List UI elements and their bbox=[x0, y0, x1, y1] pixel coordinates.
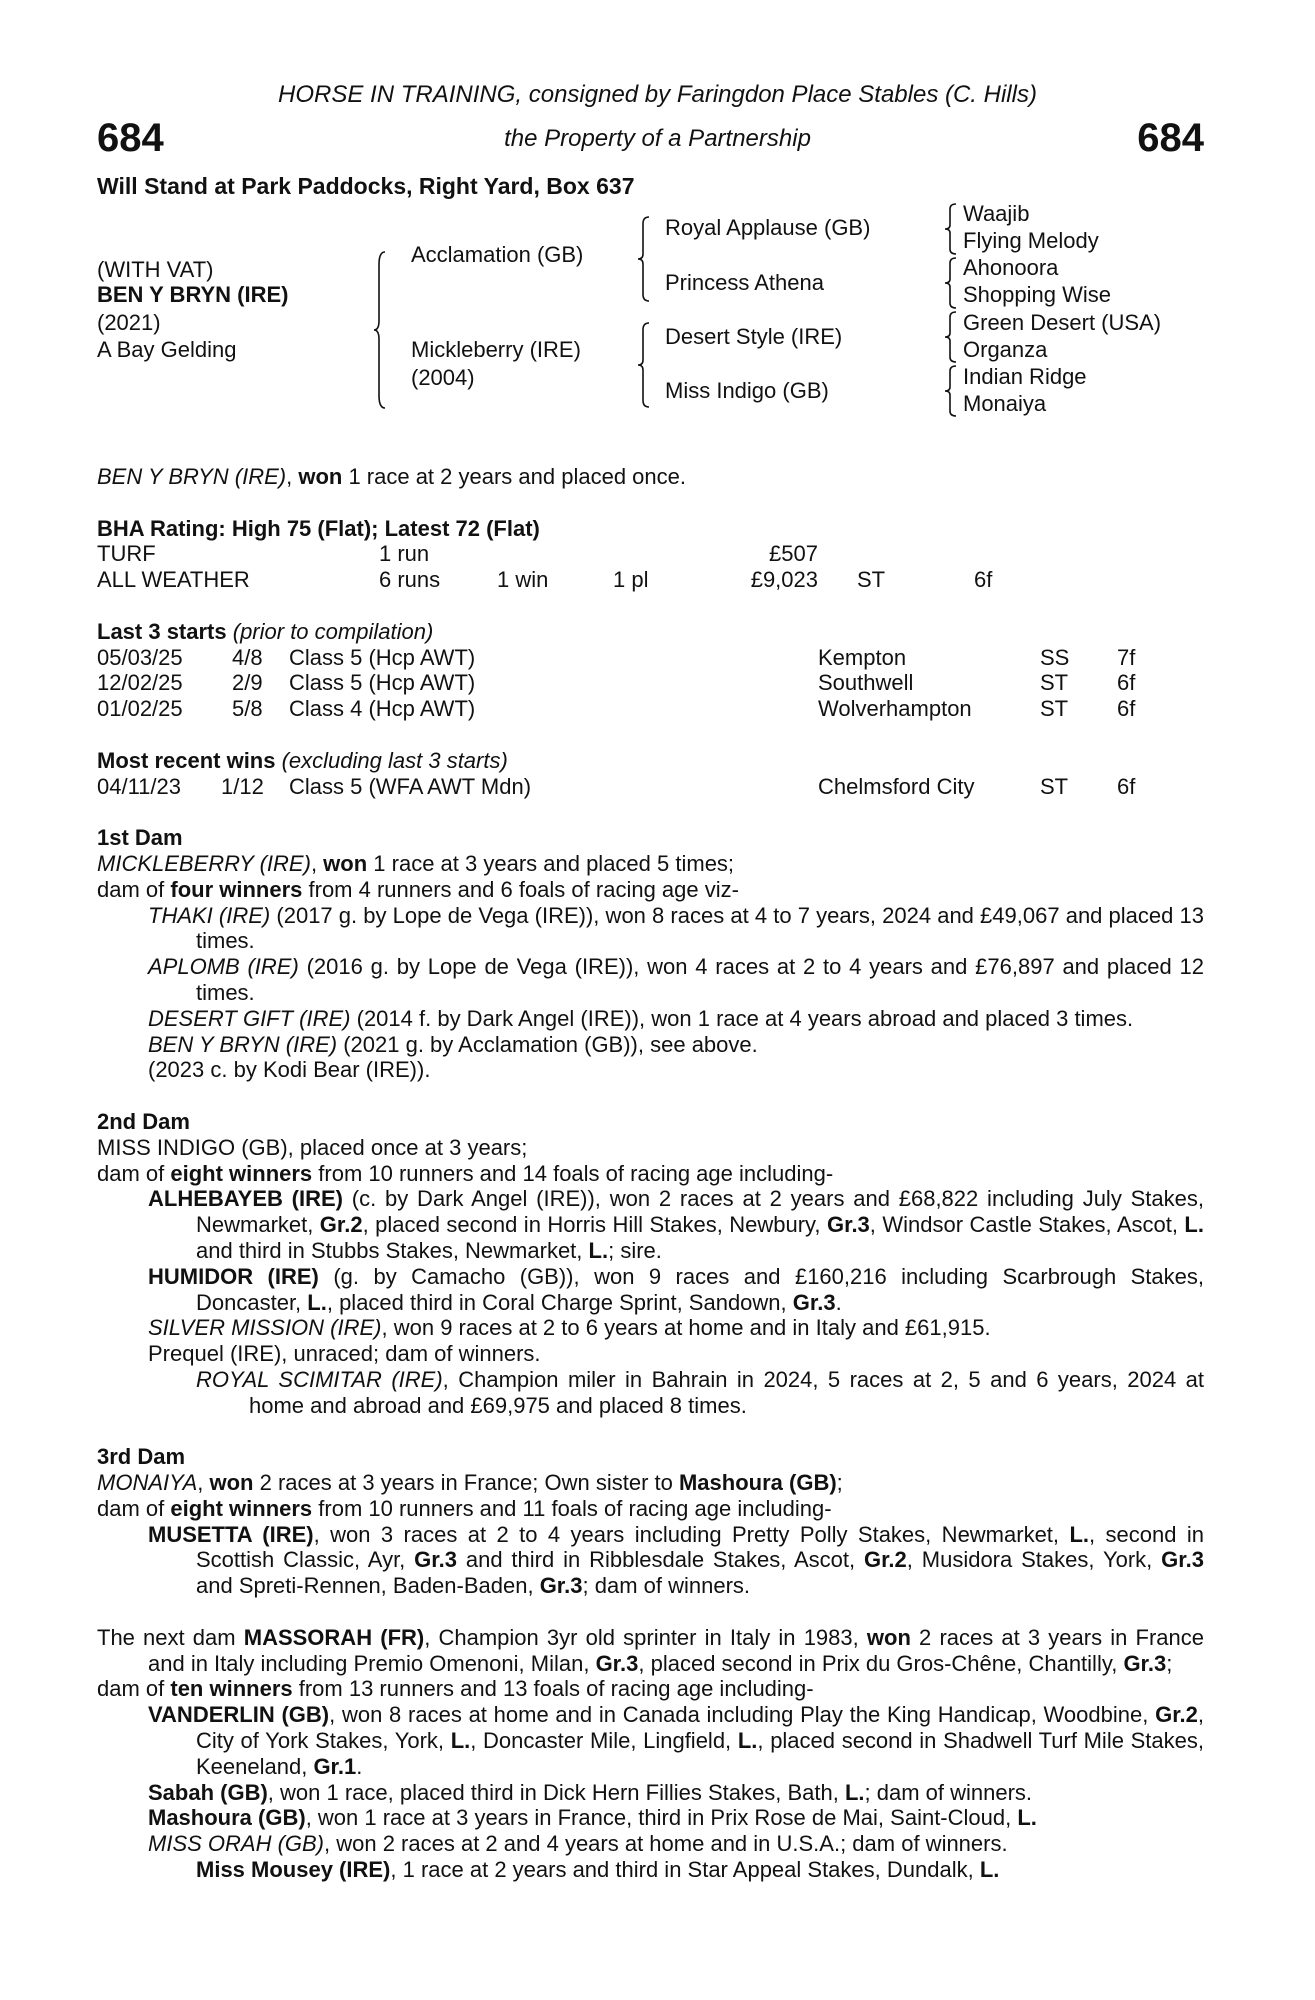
rating-prize: £9,023 bbox=[750, 567, 818, 593]
text: and third in Ribblesdale Stakes, Ascot, bbox=[456, 1547, 864, 1573]
dam-entry bbox=[97, 877, 1204, 903]
italic-text: BEN Y BRYN (IRE) bbox=[97, 464, 287, 489]
brace-icon bbox=[945, 258, 957, 308]
race-row bbox=[97, 645, 1204, 671]
race-course: Wolverhampton bbox=[818, 696, 972, 722]
text: from 4 runners and 6 foals of racing age viz- bbox=[302, 876, 739, 902]
race-date: 12/02/25 bbox=[97, 670, 183, 696]
granddam-maternal: Miss Indigo (GB) bbox=[665, 378, 829, 403]
bha-rating: BHA Rating: High 75 (Flat); Latest 72 (Flat) bbox=[97, 515, 540, 541]
text: . bbox=[356, 1753, 363, 1779]
text: , placed second in Shadwell Turf Mile Stakes, Keeneland, bbox=[196, 1728, 1204, 1779]
bold-text: won bbox=[323, 850, 368, 876]
bold-text: L. bbox=[979, 1857, 1000, 1883]
text: ; bbox=[836, 1470, 843, 1496]
horse-description: A Bay Gelding bbox=[97, 337, 237, 362]
race-going: ST bbox=[1040, 773, 1069, 799]
text: (g. by Camacho (GB)), won 9 races and £160,216 including Scarbrough Stakes, Doncaster, bbox=[196, 1263, 1205, 1315]
bold-text: Gr.3 bbox=[826, 1212, 870, 1238]
bold-text: L. bbox=[737, 1728, 758, 1754]
dam-heading: 1st Dam bbox=[97, 825, 183, 851]
bold-text: Miss Mousey (IRE) bbox=[196, 1857, 391, 1883]
rating-row bbox=[97, 567, 1204, 593]
great-grandparent: Waajib bbox=[963, 201, 1030, 226]
rating-placed: 1 pl bbox=[613, 567, 649, 593]
catalogue-body bbox=[97, 464, 1204, 1883]
text: dam of bbox=[97, 876, 171, 902]
horse-name: BEN Y BRYN (IRE) bbox=[97, 282, 289, 307]
dam: Mickleberry (IRE) bbox=[411, 337, 581, 362]
rating-going: ST bbox=[857, 567, 886, 593]
text: , won 9 races at 2 to 6 years at home and in Italy and £61,915. bbox=[381, 1315, 991, 1341]
stand-location: Will Stand at Park Paddocks, Right Yard, Box 637 bbox=[97, 173, 635, 199]
text: (2014 f. by Dark Angel (IRE)), won 1 race at 4 years abroad and placed 3 times. bbox=[350, 1005, 1134, 1031]
dam-entry bbox=[97, 1470, 1204, 1496]
bold-text: Sabah (GB) bbox=[148, 1779, 268, 1805]
dam-entry bbox=[97, 1006, 1204, 1032]
text: and Spreti-Rennen, Baden-Baden, bbox=[196, 1573, 540, 1599]
sire: Acclamation (GB) bbox=[411, 242, 584, 267]
bold-text: Mashoura (GB) bbox=[678, 1470, 837, 1496]
last-starts-title: Last 3 starts bbox=[97, 618, 227, 644]
dam-entry bbox=[97, 903, 1204, 955]
italic-text: DESERT GIFT (IRE) bbox=[148, 1005, 351, 1031]
bold-text: L. bbox=[1184, 1212, 1204, 1238]
text: , won 3 races at 2 to 4 years including Pretty Polly Stakes, Newmarket, bbox=[313, 1521, 1070, 1547]
rating-runs: 6 runs bbox=[379, 567, 441, 593]
bold-text: ALHEBAYEB (IRE) bbox=[148, 1186, 343, 1212]
dam-entry bbox=[97, 1161, 1204, 1187]
text: , won 1 race, placed third in Dick Hern Fillies Stakes, Bath, bbox=[267, 1779, 845, 1805]
dam-section bbox=[97, 825, 1204, 1083]
text: . bbox=[835, 1289, 842, 1315]
brace-icon bbox=[638, 217, 650, 301]
bold-text: ten winners bbox=[170, 1676, 293, 1702]
dam-entry bbox=[97, 1186, 1204, 1263]
great-grandparent: Shopping Wise bbox=[963, 282, 1111, 307]
grandsire-paternal: Royal Applause (GB) bbox=[665, 215, 871, 240]
brace-icon bbox=[638, 323, 650, 407]
text: (2016 g. by Lope de Vega (IRE)), won 4 races at 2 to 4 years and £76,897 and placed 12 times. bbox=[196, 954, 1204, 1005]
great-grandparent: Flying Melody bbox=[963, 228, 1099, 253]
race-race: Class 5 (WFA AWT Mdn) bbox=[289, 773, 532, 799]
last-starts-heading bbox=[97, 619, 1204, 645]
bold-text: L. bbox=[307, 1289, 327, 1315]
text: , placed second in Horris Hill Stakes, Newbury, bbox=[362, 1212, 827, 1238]
text: , Champion miler in Bahrain in 2024, 5 races at 2, 5 and 6 years, 2024 at home and abroad and £69,975 and placed 8 times. bbox=[249, 1366, 1204, 1418]
italic-text: ROYAL SCIMITAR (IRE) bbox=[196, 1366, 443, 1392]
italic-text: BEN Y BRYN (IRE) bbox=[148, 1031, 338, 1057]
bold-text: eight winners bbox=[170, 1495, 313, 1521]
rating-row bbox=[97, 541, 1204, 567]
great-grandparent: Indian Ridge bbox=[963, 364, 1087, 389]
bold-text: L. bbox=[588, 1237, 609, 1263]
text: 2 races at 3 years in France and in Italy including Premio Omenoni, Milan, bbox=[148, 1624, 1204, 1676]
race-race: Class 5 (Hcp AWT) bbox=[289, 670, 476, 696]
dam-entry bbox=[97, 1522, 1204, 1599]
rating-surface: TURF bbox=[97, 541, 156, 567]
recent-wins-table bbox=[97, 774, 1204, 800]
bold-text: Mashoura (GB) bbox=[148, 1805, 306, 1831]
granddam-paternal: Princess Athena bbox=[665, 270, 824, 295]
catalogue-heading: HORSE IN TRAINING, consigned by Faringdon Place Stables (C. Hills) bbox=[278, 81, 1037, 108]
race-row bbox=[97, 774, 1204, 800]
bold-text: four winners bbox=[170, 876, 303, 902]
race-race: Class 4 (Hcp AWT) bbox=[289, 696, 476, 722]
rating-wins: 1 win bbox=[497, 567, 549, 593]
race-pos: 1/12 bbox=[221, 773, 264, 799]
text: , won 1 race at 3 years in France, third in Prix Rose de Mai, Saint-Cloud, bbox=[305, 1805, 1018, 1831]
italic-text: SILVER MISSION (IRE) bbox=[148, 1315, 382, 1341]
text: , won 2 races at 2 and 4 years at home and in U.S.A.; dam of winners. bbox=[324, 1831, 1008, 1857]
race-row bbox=[97, 696, 1204, 722]
race-course: Kempton bbox=[818, 644, 907, 670]
dam-entry bbox=[97, 1676, 1204, 1702]
dam-entry bbox=[97, 1264, 1204, 1316]
dam-section bbox=[97, 1625, 1204, 1883]
text: 1 race at 2 years and placed once. bbox=[342, 464, 686, 489]
bold-text: Gr.2 bbox=[319, 1212, 363, 1238]
text: 2 races at 3 years in France; Own sister to bbox=[253, 1470, 679, 1496]
text: , Windsor Castle Stakes, Ascot, bbox=[869, 1212, 1185, 1238]
text: dam of bbox=[97, 1495, 171, 1521]
recent-wins-heading bbox=[97, 748, 1204, 774]
bold-text: Gr.1 bbox=[313, 1753, 357, 1779]
dam-entry bbox=[97, 1341, 1204, 1367]
text: Prequel (IRE), unraced; dam of winners. bbox=[148, 1341, 541, 1367]
race-summary bbox=[97, 464, 1204, 490]
text: , bbox=[310, 850, 324, 876]
race-pos: 4/8 bbox=[232, 644, 263, 670]
bold-text: Gr.3 bbox=[539, 1573, 583, 1599]
race-dist: 6f bbox=[1117, 670, 1136, 696]
race-dist: 6f bbox=[1117, 696, 1136, 722]
dam-entry bbox=[97, 851, 1204, 877]
dam-entry bbox=[97, 1032, 1204, 1058]
race-row bbox=[97, 670, 1204, 696]
race-dist: 6f bbox=[1117, 773, 1136, 799]
race-going: ST bbox=[1040, 670, 1069, 696]
dam-entry bbox=[97, 1315, 1204, 1341]
great-grandparent: Ahonoora bbox=[963, 255, 1059, 280]
dam-entry bbox=[97, 1831, 1204, 1857]
bold-text: eight winners bbox=[170, 1160, 313, 1186]
text: , City of York Stakes, York, bbox=[196, 1702, 1205, 1754]
text: , placed second in Prix du Gros-Chêne, Chantilly, bbox=[638, 1650, 1124, 1676]
dam-entry bbox=[97, 1496, 1204, 1522]
text: dam of bbox=[97, 1676, 171, 1702]
italic-text: MONAIYA bbox=[97, 1470, 198, 1496]
text: The next dam bbox=[97, 1624, 244, 1650]
bold-text: Gr.3 bbox=[1161, 1547, 1204, 1573]
bold-text: L. bbox=[844, 1779, 865, 1805]
bold-text: MUSETTA (IRE) bbox=[148, 1521, 314, 1547]
race-course: Chelmsford City bbox=[818, 773, 975, 799]
bold-text: MASSORAH (FR) bbox=[243, 1624, 425, 1650]
last-starts-note: (prior to compilation) bbox=[232, 618, 434, 644]
italic-text: MISS ORAH (GB) bbox=[148, 1831, 325, 1857]
text: ; dam of winners. bbox=[864, 1779, 1033, 1805]
pedigree-chart bbox=[0, 200, 1315, 420]
text: , Doncaster Mile, Lingfield, bbox=[470, 1728, 738, 1754]
bold-text: Gr.3 bbox=[595, 1650, 639, 1676]
race-date: 04/11/23 bbox=[97, 773, 182, 799]
race-date: 01/02/25 bbox=[97, 696, 183, 722]
text: , bbox=[286, 464, 299, 489]
bold-text: won bbox=[209, 1470, 254, 1496]
text: 1 race at 3 years and placed 5 times; bbox=[367, 850, 735, 876]
rating-table bbox=[97, 541, 1204, 593]
bold-text: won bbox=[298, 464, 343, 489]
section-gap bbox=[97, 1418, 1204, 1444]
race-going: ST bbox=[1040, 696, 1069, 722]
bold-text: Gr.3 bbox=[414, 1547, 457, 1573]
dam-entry bbox=[97, 1857, 1204, 1883]
grandsire-maternal: Desert Style (IRE) bbox=[665, 324, 843, 349]
bold-text: L. bbox=[1069, 1521, 1090, 1547]
text: , placed third in Coral Charge Sprint, Sandown, bbox=[326, 1289, 793, 1315]
dam-entry bbox=[97, 954, 1204, 1006]
dam-heading: 2nd Dam bbox=[97, 1108, 190, 1134]
bold-text: HUMIDOR (IRE) bbox=[148, 1263, 319, 1289]
section-gap bbox=[97, 1599, 1204, 1625]
dam-section bbox=[97, 1444, 1204, 1599]
dam-entry bbox=[97, 1135, 1204, 1161]
race-going: SS bbox=[1040, 644, 1070, 670]
great-grandparent: Monaiya bbox=[963, 391, 1047, 416]
text: (2023 c. by Kodi Bear (IRE)). bbox=[148, 1057, 431, 1083]
dam-entry bbox=[97, 1625, 1204, 1677]
recent-wins-title: Most recent wins bbox=[97, 747, 276, 773]
text: (2017 g. by Lope de Vega (IRE)), won 8 races at 4 to 7 years, 2024 and £49,067 and placed 13 times. bbox=[196, 902, 1204, 954]
text: from 13 runners and 13 foals of racing age including- bbox=[292, 1676, 814, 1702]
text: , bbox=[197, 1470, 210, 1496]
text: (2021 g. by Acclamation (GB)), see above. bbox=[337, 1031, 758, 1057]
brace-icon bbox=[945, 366, 957, 416]
bold-text: L. bbox=[1017, 1805, 1037, 1831]
race-pos: 5/8 bbox=[232, 696, 263, 722]
dam-entry bbox=[97, 1057, 1204, 1083]
bold-text: won bbox=[866, 1624, 911, 1650]
text: ; dam of winners. bbox=[582, 1573, 751, 1599]
horse-year: (2021) bbox=[97, 310, 161, 335]
dam-entry bbox=[97, 1702, 1204, 1779]
great-grandparent: Organza bbox=[963, 337, 1048, 362]
text: ; sire. bbox=[608, 1237, 662, 1263]
rating-surface: ALL WEATHER bbox=[97, 567, 250, 593]
brace-icon bbox=[945, 312, 957, 362]
lot-number-right: 684 bbox=[1137, 116, 1204, 160]
text: , 1 race at 2 years and third in Star Appeal Stakes, Dundalk, bbox=[390, 1857, 980, 1883]
text: dam of bbox=[97, 1160, 171, 1186]
dam-section bbox=[97, 1109, 1204, 1419]
vendor-line: the Property of a Partnership bbox=[504, 125, 811, 152]
text: ; bbox=[1166, 1650, 1173, 1676]
text: MISS INDIGO (GB), placed once at 3 years; bbox=[97, 1134, 528, 1160]
dam-entry bbox=[97, 1367, 1204, 1419]
vat-label: (WITH VAT) bbox=[97, 257, 214, 282]
text: and third in Stubbs Stakes, Newmarket, bbox=[196, 1237, 589, 1263]
great-grandparent: Green Desert (USA) bbox=[963, 310, 1162, 335]
last-starts-table bbox=[97, 645, 1204, 722]
bold-text: L. bbox=[450, 1728, 471, 1754]
race-date: 05/03/25 bbox=[97, 644, 183, 670]
race-pos: 2/9 bbox=[232, 670, 263, 696]
text: from 10 runners and 11 foals of racing age including- bbox=[312, 1495, 832, 1521]
brace-icon bbox=[945, 204, 957, 254]
rating-runs: 1 run bbox=[379, 541, 430, 567]
rating-prize: £507 bbox=[769, 541, 818, 567]
rating-dist: 6f bbox=[974, 567, 993, 593]
bold-text: Gr.3 bbox=[792, 1289, 836, 1315]
text: , Champion 3yr old sprinter in Italy in 1983, bbox=[424, 1624, 867, 1650]
race-course: Southwell bbox=[818, 670, 914, 696]
bold-text: VANDERLIN (GB) bbox=[148, 1702, 330, 1728]
text: (c. by Dark Angel (IRE)), won 2 races at 2 years and £68,822 including July Stakes, Newmarket, bbox=[196, 1186, 1204, 1238]
dam-year: (2004) bbox=[411, 365, 475, 390]
italic-text: THAKI (IRE) bbox=[148, 902, 271, 928]
lot-number-left: 684 bbox=[97, 116, 164, 160]
brace-icon bbox=[374, 252, 386, 408]
text: , won 8 races at home and in Canada including Play the King Handicap, Woodbine, bbox=[329, 1702, 1156, 1728]
recent-wins-note: (excluding last 3 starts) bbox=[281, 747, 508, 773]
text: , second in Scottish Classic, Ayr, bbox=[196, 1521, 1204, 1573]
section-gap bbox=[97, 1083, 1204, 1109]
dam-entry bbox=[97, 1780, 1204, 1806]
text: from 10 runners and 14 foals of racing age including- bbox=[312, 1160, 834, 1186]
dam-sections bbox=[97, 825, 1204, 1883]
dam-entry bbox=[97, 1805, 1204, 1831]
italic-text: APLOMB (IRE) bbox=[148, 954, 299, 980]
italic-text: MICKLEBERRY (IRE) bbox=[97, 850, 311, 876]
bold-text: Gr.2 bbox=[863, 1547, 907, 1573]
race-race: Class 5 (Hcp AWT) bbox=[289, 644, 476, 670]
race-dist: 7f bbox=[1117, 644, 1136, 670]
bold-text: Gr.2 bbox=[1155, 1702, 1198, 1728]
text: , Musidora Stakes, York, bbox=[906, 1547, 1162, 1573]
dam-heading: 3rd Dam bbox=[97, 1444, 186, 1470]
bold-text: Gr.3 bbox=[1123, 1650, 1167, 1676]
